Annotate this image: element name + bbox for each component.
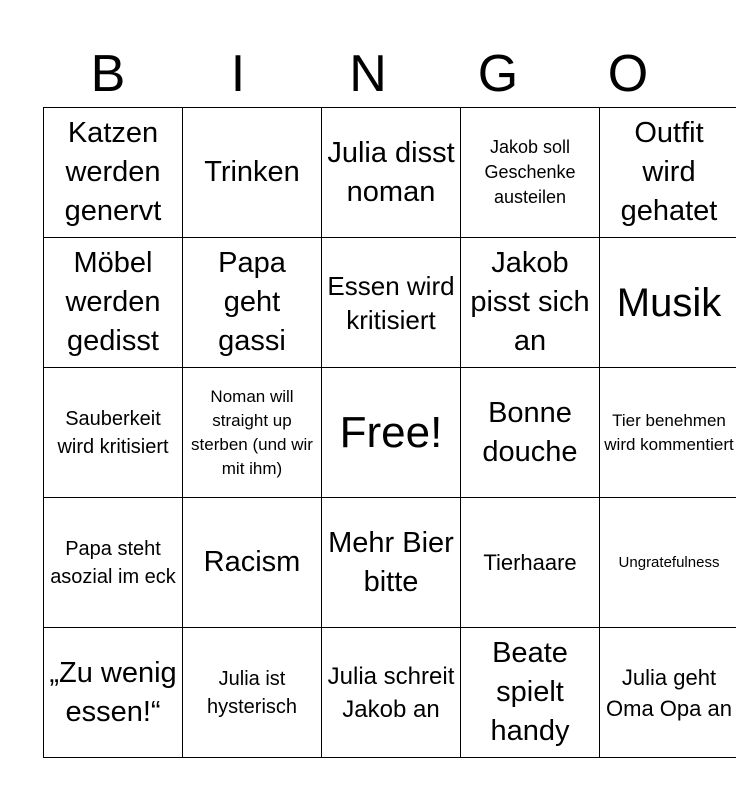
header-letter-b: B	[90, 45, 126, 103]
bingo-cell[interactable]: Essen wird kritisiert	[322, 238, 461, 368]
header-letter-n: N	[349, 45, 387, 103]
board-row	[44, 108, 736, 238]
bingo-cell[interactable]: Katzen werden genervt	[44, 108, 183, 238]
bingo-cell[interactable]: Julia geht Oma Opa an	[600, 628, 736, 758]
bingo-cell[interactable]: Ungratefulness	[600, 498, 736, 628]
bingo-board	[43, 107, 736, 758]
header-letter-i: I	[230, 45, 246, 103]
board-row	[44, 238, 736, 368]
header-letter-g: G	[477, 45, 519, 103]
bingo-cell[interactable]: Möbel werden gedisst	[44, 238, 183, 368]
bingo-cell[interactable]: Julia disst noman	[322, 108, 461, 238]
bingo-cell[interactable]: Jakob pisst sich an	[461, 238, 600, 368]
bingo-cell[interactable]: „Zu wenig essen!“	[44, 628, 183, 758]
bingo-cell[interactable]: Sauberkeit wird kritisiert	[44, 368, 183, 498]
bingo-cell[interactable]: Tier benehmen wird kommentiert	[600, 368, 736, 498]
bingo-cell[interactable]: Mehr Bier bitte	[322, 498, 461, 628]
bingo-cell[interactable]: Tierhaare	[461, 498, 600, 628]
board-row	[44, 628, 736, 758]
bingo-cell-free[interactable]: Free!	[322, 368, 461, 498]
bingo-cell[interactable]: Beate spielt handy	[461, 628, 600, 758]
bingo-cell[interactable]: Trinken	[183, 108, 322, 238]
bingo-cell[interactable]: Julia ist hysterisch	[183, 628, 322, 758]
bingo-cell[interactable]: Noman will straight up sterben (und wir mit ihm)	[183, 368, 322, 498]
bingo-cell[interactable]: Papa geht gassi	[183, 238, 322, 368]
bingo-cell[interactable]: Jakob soll Geschenke austeilen	[461, 108, 600, 238]
bingo-header	[43, 40, 693, 108]
bingo-cell[interactable]: Bonne douche	[461, 368, 600, 498]
bingo-cell[interactable]: Outfit wird gehatet	[600, 108, 736, 238]
bingo-cell[interactable]: Musik	[600, 238, 736, 368]
header-letter-o: O	[607, 45, 649, 103]
board-row	[44, 498, 736, 628]
bingo-cell[interactable]: Julia schreit Jakob an	[322, 628, 461, 758]
bingo-cell[interactable]: Papa steht asozial im eck	[44, 498, 183, 628]
board-row	[44, 368, 736, 498]
bingo-cell[interactable]: Racism	[183, 498, 322, 628]
